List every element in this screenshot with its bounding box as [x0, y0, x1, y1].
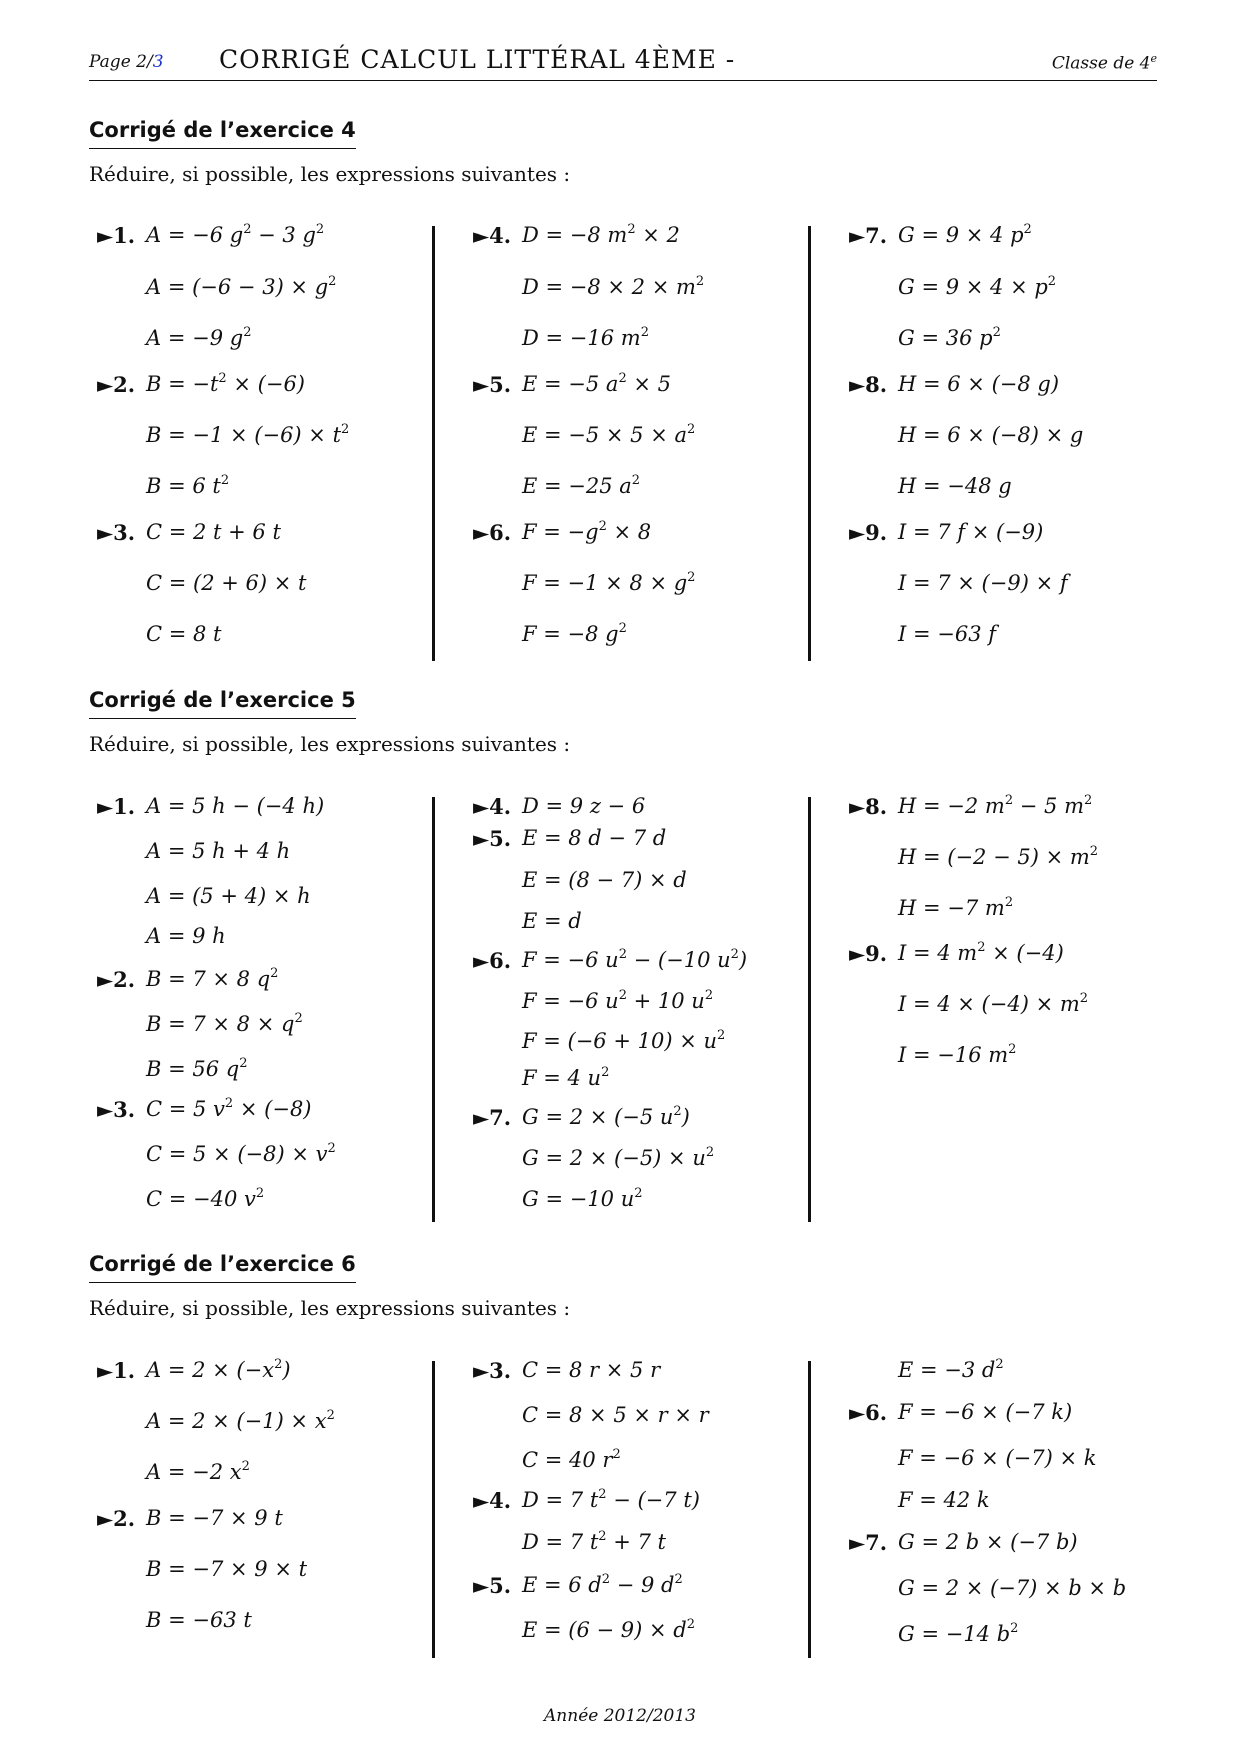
math-expression: $B = 7 \times 8 \times q^2$	[146, 1011, 303, 1036]
math-expression: B = 6 $t^2$	[146, 473, 230, 498]
item-number: ►8.	[849, 794, 888, 819]
item-number: ►7.	[473, 1105, 512, 1130]
math-expression: A = (5 + 4) × h	[146, 884, 311, 908]
math-expression: D = 9 z − 6	[522, 794, 646, 818]
math-expression: F = 4 $u^2$	[522, 1065, 610, 1090]
math-expression: E = 8 d − 7 d	[522, 826, 667, 850]
item-number: ►9.	[849, 941, 888, 966]
math-expression: C = (2 + 6) × t	[146, 571, 307, 595]
math-expression: C = 40 $r^2$	[522, 1447, 621, 1472]
section-instruction: Réduire, si possible, les expressions suivantes :	[89, 162, 571, 186]
page-total-link[interactable]: 3	[152, 52, 164, 72]
math-expression: D = 7 $t^2 + 7$ t	[522, 1529, 666, 1554]
item-number: ►4.	[473, 223, 512, 248]
math-expression: E = (8 − 7) × d	[522, 868, 687, 892]
math-expression: $F = (-6 + 10) \times u^2$	[522, 1028, 726, 1053]
math-expression: E = −3 $d^2$	[898, 1357, 1004, 1382]
math-expression: A = 5 h − (−4 h)	[146, 794, 325, 818]
item-number: ►8.	[849, 372, 888, 397]
math-expression: A = −6 $g^2 - 3$ $g^2$	[146, 222, 325, 247]
math-expression: F = −6 $u^2 - (-10$ $u^2$)	[522, 947, 748, 972]
math-expression: G = 2 × (−7) × b × b	[898, 1576, 1127, 1600]
math-expression: I = 7 f × (−9)	[898, 520, 1044, 544]
math-expression: C = 2 t + 6 t	[146, 520, 281, 544]
item-number: ►4.	[473, 1488, 512, 1513]
math-expression: $B = -1 \times (-6) \times t^2$	[146, 422, 350, 447]
math-expression: A = 9 h	[146, 924, 226, 948]
item-number: ►7.	[849, 1530, 888, 1555]
item-number: ►6.	[473, 948, 512, 973]
math-expression: C = 8 r × 5 r	[522, 1358, 661, 1382]
math-expression: G = 2 b × (−7 b)	[898, 1530, 1078, 1554]
math-expression: D = −8 $m^2 \times 2$	[522, 222, 680, 247]
math-expression: $E = (6 - 9) \times d^2$	[522, 1617, 695, 1642]
math-expression: F = −8 $g^2$	[522, 621, 627, 646]
math-expression: $A = 2 \times (-x^2)$	[146, 1357, 291, 1382]
math-expression: E = d	[522, 909, 582, 933]
math-expression: B = −7 × 9 t	[146, 1506, 283, 1530]
math-expression: D = −16 $m^2$	[522, 325, 649, 350]
math-expression: I = −63 f	[898, 622, 997, 646]
item-number: ►6.	[849, 1400, 888, 1425]
math-expression: F = −6 × (−7 k)	[898, 1400, 1073, 1424]
math-expression: C = 5 $v^2 \times (-8)$	[146, 1096, 312, 1121]
math-expression: A = −9 $g^2$	[146, 325, 252, 350]
math-expression: F = −6 × (−7) × k	[898, 1446, 1097, 1470]
math-expression: C = 8 × 5 × r × r	[522, 1403, 709, 1427]
math-expression: G = −14 $b^2$	[898, 1621, 1019, 1646]
math-expression: B = −7 × 9 × t	[146, 1557, 308, 1581]
math-expression: F = 42 k	[898, 1488, 990, 1512]
math-expression: F = −6 $u^2 + 10$ $u^2$	[522, 988, 714, 1013]
math-expression: H = 6 × (−8) × g	[898, 423, 1084, 447]
item-number: ►3.	[97, 520, 136, 545]
item-number: ►3.	[97, 1097, 136, 1122]
math-expression: $G = 9 \times 4 \times p^2$	[898, 274, 1057, 299]
math-expression: $G = 2 \times (-5) \times u^2$	[522, 1145, 715, 1170]
math-expression: G = −10 $u^2$	[522, 1186, 643, 1211]
math-expression: $C = 5 \times (-8) \times v^2$	[146, 1141, 336, 1166]
item-number: ►1.	[97, 794, 136, 819]
item-number: ►6.	[473, 520, 512, 545]
math-expression: $A = (-6 - 3) \times g^2$	[146, 274, 337, 299]
item-number: ►5.	[473, 372, 512, 397]
column-divider	[432, 226, 435, 661]
math-expression: D = 7 $t^2 - (-7$ t)	[522, 1487, 700, 1512]
math-expression: $D = -8 \times 2 \times m^2$	[522, 274, 705, 299]
column-divider	[808, 797, 811, 1222]
math-expression: E = −25 $a^2$	[522, 473, 641, 498]
math-expression: A = −2 $x^2$	[146, 1459, 250, 1484]
math-expression: G = 9 × 4 $p^2$	[898, 222, 1032, 247]
math-expression: A = 5 h + 4 h	[146, 839, 291, 863]
section-title: Corrigé de l’exercice 6	[89, 1252, 356, 1283]
math-expression: $B = -t^2 \times (-6)$	[146, 371, 305, 396]
column-divider	[432, 1361, 435, 1658]
math-expression: I = 4 $m^2 \times (-4)$	[898, 940, 1064, 965]
math-expression: G = 36 $p^2$	[898, 325, 1001, 350]
column-divider	[808, 226, 811, 661]
math-expression: B = 7 × 8 $q^2$	[146, 966, 279, 991]
math-expression: H = 6 × (−8 g)	[898, 372, 1060, 396]
page-header	[89, 40, 1157, 81]
math-expression: $I = 4 \times (-4) \times m^2$	[898, 991, 1089, 1016]
math-expression: $E = -5 \times 5 \times a^2$	[522, 422, 696, 447]
column-divider	[432, 797, 435, 1222]
item-number: ►2.	[97, 1506, 136, 1531]
math-expression: $F = -1 \times 8 \times g^2$	[522, 570, 696, 595]
math-expression: H = −2 $m^2 - 5$ $m^2$	[898, 793, 1093, 818]
math-expression: H = −48 g	[898, 474, 1012, 498]
item-number: ►1.	[97, 223, 136, 248]
math-expression: B = 56 $q^2$	[146, 1056, 248, 1081]
math-expression: C = −40 $v^2$	[146, 1186, 265, 1211]
document-title: CORRIGÉ CALCUL LITTÉRAL 4ÈME -	[219, 45, 736, 74]
section-title: Corrigé de l’exercice 5	[89, 688, 356, 719]
item-number: ►9.	[849, 520, 888, 545]
page-number: Page 2/3	[89, 52, 164, 72]
section-instruction: Réduire, si possible, les expressions suivantes :	[89, 1296, 571, 1320]
math-expression: $H = (-2 - 5) \times m^2$	[898, 844, 1099, 869]
math-expression: E = −5 $a^2 \times 5$	[522, 371, 672, 396]
item-number: ►1.	[97, 1358, 136, 1383]
class-label: Classe de 4e	[1051, 52, 1157, 74]
section-instruction: Réduire, si possible, les expressions suivantes :	[89, 732, 571, 756]
math-expression: I = −16 $m^2$	[898, 1042, 1017, 1067]
math-expression: I = 7 × (−9) × f	[898, 571, 1068, 595]
item-number: ►2.	[97, 967, 136, 992]
column-divider	[808, 1361, 811, 1658]
item-number: ►3.	[473, 1358, 512, 1383]
math-expression: H = −7 $m^2$	[898, 895, 1014, 920]
item-number: ►2.	[97, 372, 136, 397]
item-number: ►7.	[849, 223, 888, 248]
math-expression: $A = 2 \times (-1) \times x^2$	[146, 1408, 335, 1433]
section-title: Corrigé de l’exercice 4	[89, 118, 356, 149]
footer-year: Année 2012/2013	[544, 1706, 696, 1726]
item-number: ►4.	[473, 794, 512, 819]
item-number: ►5.	[473, 1573, 512, 1598]
math-expression: G = 2 × (−5 $u^2$)	[522, 1104, 690, 1129]
math-expression: B = −63 t	[146, 1608, 252, 1632]
math-expression: $F = -g^2 \times 8$	[522, 519, 652, 544]
math-expression: E = 6 $d^2 - 9$ $d^2$	[522, 1572, 683, 1597]
item-number: ►5.	[473, 826, 512, 851]
math-expression: C = 8 t	[146, 622, 222, 646]
